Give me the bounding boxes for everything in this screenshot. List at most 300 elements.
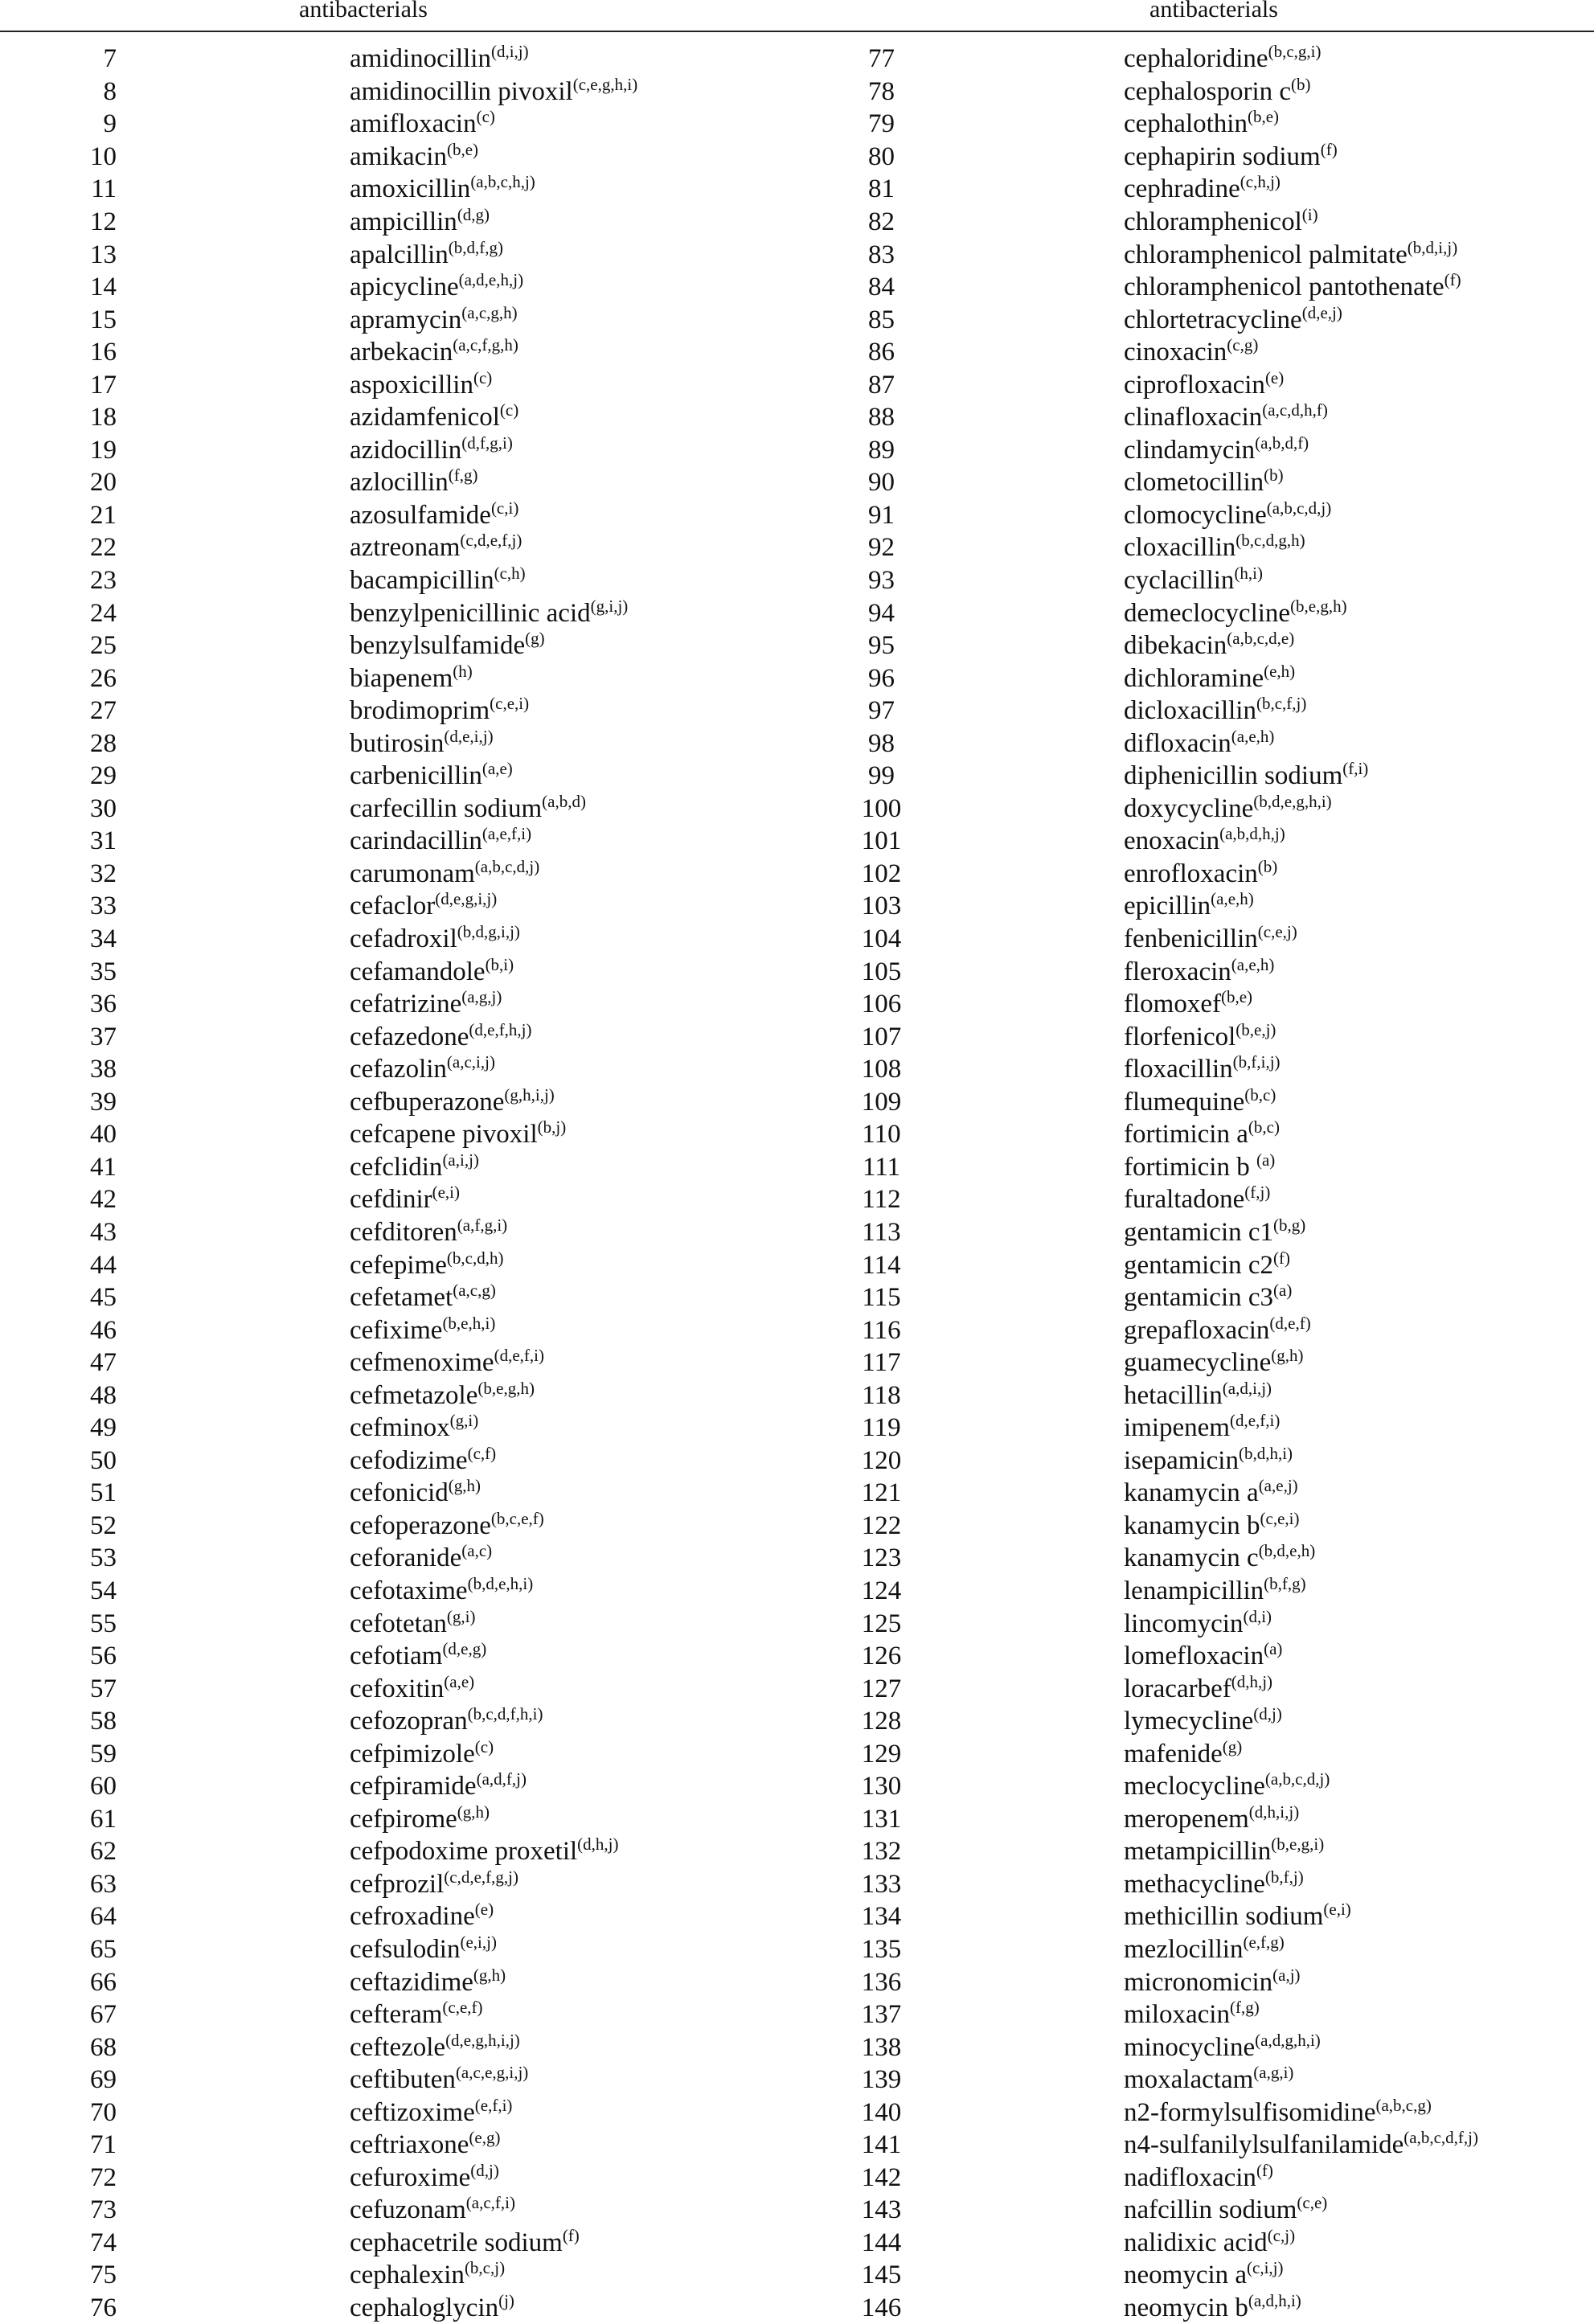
- column-gap: [931, 1542, 1124, 1575]
- column-gap: [117, 2162, 350, 2195]
- column-gap: [117, 43, 350, 76]
- left-entry-number-text: 22: [90, 533, 117, 563]
- column-gap: [117, 1640, 350, 1673]
- right-entry-number: [832, 760, 931, 793]
- footnote-refs: (a,e): [481, 759, 513, 779]
- column-gap: [931, 2162, 1124, 2195]
- right-entry-number-text: 123: [861, 1543, 902, 1573]
- left-entry-name: [350, 1477, 832, 1510]
- right-entry-name-text: lincomycin: [1124, 1609, 1244, 1638]
- left-entry-number: [0, 988, 117, 1021]
- left-entry-number: [0, 1672, 117, 1705]
- right-entry-number: [832, 1086, 931, 1119]
- footnote-refs: (b): [1257, 856, 1278, 876]
- right-entry-name-text: furaltadone: [1124, 1185, 1245, 1215]
- table-row: [0, 596, 1594, 629]
- left-entry-name: [350, 1575, 832, 1608]
- table-row: [0, 2129, 1594, 2162]
- left-entry-number-text: 57: [90, 1674, 117, 1703]
- right-entry-number: [832, 1933, 931, 1966]
- right-entry-name-text: fenbenicillin: [1124, 924, 1258, 954]
- table-row: [0, 1151, 1594, 1184]
- left-entry-number-text: 8: [103, 76, 117, 106]
- right-entry-name-text: mezlocillin: [1124, 1934, 1244, 1964]
- right-entry-name: [1124, 1216, 1594, 1249]
- column-gap: [931, 368, 1124, 401]
- left-entry-number-text: 12: [90, 207, 117, 236]
- right-entry-name: [1124, 1672, 1594, 1705]
- table-row: [0, 1216, 1594, 1249]
- right-entry-number: [832, 1151, 931, 1184]
- right-entry-number: [832, 1379, 931, 1412]
- right-entry-number: [832, 2259, 931, 2292]
- right-entry-number: [832, 499, 931, 532]
- right-entry-name: [1124, 2064, 1594, 2097]
- left-entry-name: [350, 2064, 832, 2097]
- right-entry-name-text: cephalosporin c: [1124, 76, 1292, 106]
- left-entry-name-text: cefadroxil: [350, 924, 457, 954]
- column-gap: [117, 1412, 350, 1445]
- footnote-refs: (a,c): [461, 1541, 493, 1561]
- right-entry-number-text: 116: [862, 1315, 901, 1345]
- right-entry-name-text: miloxacin: [1124, 2000, 1230, 2030]
- left-entry-number: [0, 1151, 117, 1184]
- left-entry-name: [350, 2292, 832, 2324]
- column-gap: [117, 434, 350, 467]
- right-entry-number-text: 77: [868, 44, 895, 74]
- column-gap: [117, 173, 350, 206]
- left-entry-name-text: carumonam: [350, 859, 475, 888]
- right-entry-number: [832, 1575, 931, 1608]
- left-entry-number: [0, 43, 117, 76]
- right-entry-number-text: 144: [861, 2228, 902, 2257]
- right-entry-number-text: 109: [861, 1087, 902, 1117]
- right-entry-name: [1124, 434, 1594, 467]
- left-entry-number-text: 38: [90, 1055, 117, 1084]
- right-entry-name: [1124, 1998, 1594, 2031]
- right-entry-number: [832, 1737, 931, 1770]
- footnote-refs: (a,i,j): [442, 1150, 479, 1170]
- table-row: [0, 1020, 1594, 1053]
- left-entry-number-text: 9: [103, 109, 117, 139]
- right-entry-name: [1124, 401, 1594, 434]
- right-entry-number: [832, 303, 931, 336]
- footnote-refs: (a,d,f,j): [476, 1769, 527, 1789]
- column-gap: [117, 1510, 350, 1543]
- column-gap: [117, 1933, 350, 1966]
- right-entry-number: [832, 1965, 931, 1998]
- left-entry-name-text: ceftizoxime: [350, 2097, 475, 2127]
- left-entry-number: [0, 1086, 117, 1119]
- left-entry-name-text: cefteram: [350, 2000, 443, 2030]
- left-entry-name-text: cefmetazole: [350, 1380, 478, 1410]
- left-entry-name-text: cefazolin: [350, 1055, 447, 1084]
- right-entry-number-text: 102: [861, 859, 902, 888]
- left-entry-name: [350, 1346, 832, 1379]
- column-gap: [931, 1412, 1124, 1445]
- right-entry-name: [1124, 1933, 1594, 1966]
- footnote-refs: (b,e): [1247, 107, 1280, 127]
- left-entry-name-text: benzylpenicillinic acid: [350, 598, 591, 628]
- footnote-refs: (b,e,g,i): [1271, 1834, 1325, 1855]
- left-entry-number: [0, 923, 117, 956]
- left-entry-name-text: cefepime: [350, 1250, 447, 1280]
- table-row: [0, 271, 1594, 304]
- left-entry-number-text: 40: [90, 1120, 117, 1150]
- footnote-refs: (b,d,e,h): [1258, 1541, 1316, 1561]
- left-entry-number: [0, 271, 117, 304]
- column-gap: [931, 629, 1124, 662]
- right-entry-name: [1124, 499, 1594, 532]
- right-entry-number: [832, 2227, 931, 2260]
- table-row: [0, 1086, 1594, 1119]
- right-entry-name-text: clindamycin: [1124, 435, 1256, 465]
- right-entry-name: [1124, 1868, 1594, 1901]
- left-entry-number-text: 55: [90, 1609, 117, 1638]
- left-entry-name-text: cefozopran: [350, 1707, 468, 1736]
- left-entry-number: [0, 2259, 117, 2292]
- column-gap: [117, 2129, 350, 2162]
- right-entry-name-text: enoxacin: [1124, 826, 1220, 856]
- left-entry-name: [350, 1542, 832, 1575]
- right-entry-number-text: 87: [868, 370, 895, 400]
- right-entry-name-text: gentamicin c2: [1124, 1250, 1274, 1280]
- right-entry-name-text: fleroxacin: [1124, 957, 1231, 986]
- footnote-refs: (a,c,f,g,h): [453, 335, 518, 355]
- left-entry-number: [0, 401, 117, 434]
- right-entry-name-text: clometocillin: [1124, 468, 1264, 498]
- right-entry-number: [832, 1445, 931, 1478]
- right-entry-number-text: 81: [868, 174, 895, 204]
- footnote-refs: (f): [562, 2225, 580, 2245]
- right-entry-number-text: 130: [861, 1772, 902, 1801]
- left-entry-name-text: cephacetrile sodium: [350, 2228, 563, 2257]
- footnote-refs: (d,g): [457, 205, 490, 224]
- column-gap: [117, 1118, 350, 1151]
- table-row: [0, 1705, 1594, 1738]
- left-entry-number-text: 46: [90, 1315, 117, 1345]
- column-gap: [931, 76, 1124, 109]
- right-entry-name-text: n4-sulfanilylsulfanilamide: [1124, 2130, 1404, 2160]
- left-entry-number-text: 33: [90, 891, 117, 921]
- right-entry-name: [1124, 1477, 1594, 1510]
- column-gap: [931, 2096, 1124, 2129]
- right-entry-number: [832, 173, 931, 206]
- left-entry-number: [0, 206, 117, 239]
- right-entry-number-text: 121: [861, 1478, 902, 1508]
- right-entry-name-text: isepamicin: [1124, 1445, 1239, 1475]
- left-entry-number: [0, 629, 117, 662]
- left-entry-name: [350, 890, 832, 923]
- left-entry-number: [0, 2292, 117, 2324]
- column-gap: [117, 564, 350, 597]
- left-entry-number-text: 47: [90, 1348, 117, 1378]
- left-entry-number-text: 17: [90, 370, 117, 400]
- table-row: [0, 368, 1594, 401]
- column-gap: [117, 1835, 350, 1868]
- left-entry-name-text: biapenem: [350, 663, 453, 693]
- column-gap: [931, 1445, 1124, 1478]
- left-entry-name-text: cefprozil: [350, 1869, 445, 1899]
- left-entry-number: [0, 1445, 117, 1478]
- right-entry-number-text: 127: [861, 1674, 902, 1703]
- right-entry-number-text: 133: [861, 1869, 902, 1899]
- right-entry-number-text: 138: [861, 2032, 902, 2062]
- right-entry-name: [1124, 923, 1594, 956]
- left-entry-name-text: amidinocillin pivoxil: [350, 76, 573, 106]
- footnote-refs: (d,j): [470, 2160, 499, 2180]
- right-entry-number: [832, 2031, 931, 2064]
- left-entry-number: [0, 1737, 117, 1770]
- left-entry-number: [0, 1607, 117, 1640]
- footnote-refs: (b,e,h,i): [442, 1313, 496, 1333]
- right-entry-name-text: kanamycin c: [1124, 1543, 1259, 1573]
- left-entry-name-text: apicycline: [350, 273, 459, 302]
- header-left-label: antibacterials: [299, 0, 428, 23]
- column-gap: [931, 662, 1124, 695]
- footnote-refs: (a,e,h): [1211, 889, 1254, 909]
- right-entry-name-text: enrofloxacin: [1124, 859, 1258, 888]
- column-gap: [117, 1379, 350, 1412]
- right-entry-name: [1124, 1248, 1594, 1281]
- right-entry-name: [1124, 1965, 1594, 1998]
- table-body: [0, 43, 1594, 2324]
- column-gap: [931, 466, 1124, 499]
- left-entry-number: [0, 303, 117, 336]
- footnote-refs: (a,g,j): [461, 987, 502, 1007]
- right-entry-name-text: cephalothin: [1124, 109, 1248, 139]
- column-gap: [117, 1803, 350, 1836]
- table-row: [0, 401, 1594, 434]
- table-row: [0, 1607, 1594, 1640]
- footnote-refs: (c,i,j): [1247, 2258, 1284, 2278]
- column-gap: [931, 760, 1124, 793]
- column-gap: [931, 2031, 1124, 2064]
- footnote-refs: (c,h,j): [1240, 172, 1281, 192]
- footnote-refs: (b,e,g,h): [477, 1378, 535, 1398]
- footnote-refs: (b,d,i,j): [1407, 237, 1458, 257]
- right-entry-name-text: neomycin a: [1124, 2260, 1248, 2290]
- left-entry-name-text: cefpimizole: [350, 1739, 475, 1769]
- table-row: [0, 727, 1594, 760]
- footnote-refs: (d,e,j): [1301, 302, 1342, 322]
- left-entry-number: [0, 1933, 117, 1966]
- left-entry-number-text: 39: [90, 1087, 117, 1117]
- right-entry-number-text: 112: [862, 1185, 901, 1215]
- table-row: [0, 760, 1594, 793]
- left-entry-name: [350, 596, 832, 629]
- table-row: [0, 434, 1594, 467]
- right-entry-name-text: dichloramine: [1124, 663, 1264, 693]
- right-entry-name-text: epicillin: [1124, 891, 1211, 921]
- left-entry-name: [350, 1281, 832, 1314]
- left-entry-number: [0, 760, 117, 793]
- left-entry-name: [350, 760, 832, 793]
- left-entry-number: [0, 1868, 117, 1901]
- left-entry-name-text: cephalexin: [350, 2260, 465, 2290]
- right-entry-name: [1124, 2259, 1594, 2292]
- left-entry-name-text: cefuzonam: [350, 2195, 466, 2225]
- right-entry-name: [1124, 368, 1594, 401]
- column-gap: [117, 108, 350, 141]
- right-entry-name: [1124, 825, 1594, 858]
- left-entry-name: [350, 564, 832, 597]
- table-row: [0, 1248, 1594, 1281]
- table-row: [0, 662, 1594, 695]
- right-entry-name: [1124, 206, 1594, 239]
- right-entry-number: [832, 1053, 931, 1086]
- table-row: [0, 1118, 1594, 1151]
- right-entry-number: [832, 1607, 931, 1640]
- left-entry-name-text: cefmenoxime: [350, 1348, 494, 1378]
- left-entry-name-text: aspoxicillin: [350, 370, 473, 400]
- left-entry-name: [350, 401, 832, 434]
- left-entry-number: [0, 890, 117, 923]
- footnote-refs: (b,c,f,j): [1256, 694, 1307, 714]
- right-entry-name-text: demeclocycline: [1124, 598, 1291, 628]
- column-gap: [117, 695, 350, 728]
- left-entry-name-text: amidinocillin: [350, 44, 491, 74]
- left-entry-number-text: 42: [90, 1185, 117, 1215]
- left-entry-name: [350, 238, 832, 271]
- right-entry-name-text: lomefloxacin: [1124, 1642, 1264, 1671]
- left-entry-name-text: cefuroxime: [350, 2162, 471, 2192]
- column-gap: [931, 1118, 1124, 1151]
- footnote-refs: (g,i): [449, 1411, 479, 1431]
- right-entry-name-text: dicloxacillin: [1124, 696, 1256, 726]
- footnote-refs: (g): [525, 629, 545, 649]
- column-gap: [931, 1151, 1124, 1184]
- left-entry-number-text: 48: [90, 1380, 117, 1410]
- right-entry-number-text: 94: [868, 598, 895, 628]
- right-entry-number: [832, 890, 931, 923]
- left-entry-name-text: cefsulodin: [350, 1934, 461, 1964]
- left-entry-number: [0, 1998, 117, 2031]
- footnote-refs: (g,h): [448, 1476, 481, 1496]
- table-row: [0, 206, 1594, 239]
- right-entry-number: [832, 271, 931, 304]
- table-row: [0, 988, 1594, 1021]
- right-entry-number: [832, 1705, 931, 1738]
- right-entry-name: [1124, 141, 1594, 174]
- footnote-refs: (g,h): [457, 1801, 490, 1822]
- left-entry-name-text: arbekacin: [350, 338, 453, 367]
- column-gap: [117, 1020, 350, 1053]
- footnote-refs: (b,c): [1244, 1084, 1276, 1105]
- right-entry-number-text: 89: [868, 435, 895, 465]
- left-entry-number-text: 69: [90, 2065, 117, 2095]
- right-entry-name-text: methacycline: [1124, 1869, 1265, 1899]
- column-gap: [117, 988, 350, 1021]
- left-entry-number: [0, 858, 117, 891]
- footnote-refs: (f,g): [1229, 1998, 1260, 2018]
- column-gap: [931, 955, 1124, 988]
- footnote-refs: (f,i): [1342, 759, 1369, 779]
- right-entry-number-text: 100: [861, 793, 902, 823]
- right-entry-name: [1124, 2129, 1594, 2162]
- right-entry-number: [832, 629, 931, 662]
- right-entry-number: [832, 336, 931, 369]
- right-entry-name: [1124, 1510, 1594, 1543]
- left-entry-number-text: 56: [90, 1642, 117, 1671]
- column-gap: [117, 401, 350, 434]
- footnote-refs: (d,e,f): [1269, 1313, 1311, 1333]
- right-entry-name-text: nalidixic acid: [1124, 2228, 1268, 2257]
- left-entry-number-text: 71: [90, 2130, 117, 2160]
- right-entry-name-text: flumequine: [1124, 1087, 1245, 1117]
- left-entry-number-text: 14: [90, 273, 117, 302]
- table-row: [0, 141, 1594, 174]
- footnote-refs: (b,e,j): [1235, 1019, 1276, 1039]
- right-entry-number-text: 83: [868, 240, 895, 269]
- right-entry-name: [1124, 629, 1594, 662]
- right-entry-name: [1124, 108, 1594, 141]
- table-row: [0, 629, 1594, 662]
- column-gap: [117, 466, 350, 499]
- left-entry-number: [0, 108, 117, 141]
- left-entry-name: [350, 1151, 832, 1184]
- column-gap: [931, 1575, 1124, 1608]
- right-entry-number-text: 125: [861, 1609, 902, 1638]
- column-gap: [931, 1868, 1124, 1901]
- right-entry-number-text: 96: [868, 663, 895, 693]
- right-entry-name: [1124, 1314, 1594, 1346]
- right-entry-number-text: 122: [861, 1510, 902, 1540]
- footnote-refs: (d,h,i,j): [1248, 1801, 1300, 1822]
- column-gap: [117, 1737, 350, 1770]
- left-entry-number-text: 30: [90, 793, 117, 823]
- footnote-refs: (a,e): [444, 1671, 475, 1691]
- column-gap: [931, 890, 1124, 923]
- right-entry-number-text: 104: [861, 924, 902, 954]
- column-gap: [931, 108, 1124, 141]
- column-gap: [117, 1053, 350, 1086]
- right-entry-number: [832, 988, 931, 1021]
- table-row: [0, 2227, 1594, 2260]
- left-entry-number: [0, 1575, 117, 1608]
- right-entry-name: [1124, 1542, 1594, 1575]
- column-gap: [931, 1248, 1124, 1281]
- right-entry-name: [1124, 2162, 1594, 2195]
- footnote-refs: (c,e,i): [1260, 1508, 1300, 1528]
- right-entry-number: [832, 1020, 931, 1053]
- left-entry-number-text: 45: [90, 1283, 117, 1313]
- left-entry-name: [350, 1379, 832, 1412]
- left-entry-name-text: cefamandole: [350, 957, 486, 986]
- footnote-refs: (a,b,c,d,j): [1266, 498, 1332, 518]
- left-entry-number: [0, 2096, 117, 2129]
- right-entry-number-text: 78: [868, 76, 895, 106]
- left-entry-number-text: 68: [90, 2032, 117, 2062]
- footnote-refs: (c): [473, 367, 493, 387]
- right-entry-number-text: 143: [861, 2195, 902, 2225]
- right-entry-number-text: 90: [868, 468, 895, 498]
- right-entry-number-text: 86: [868, 338, 895, 367]
- right-entry-name-text: nafcillin sodium: [1124, 2195, 1297, 2225]
- left-entry-number: [0, 1183, 117, 1216]
- right-entry-number-text: 145: [861, 2260, 902, 2290]
- left-entry-name: [350, 1640, 832, 1673]
- left-entry-name-text: cefixime: [350, 1315, 443, 1345]
- right-entry-number-text: 111: [862, 1152, 901, 1182]
- left-entry-number: [0, 1412, 117, 1445]
- left-entry-number-text: 18: [90, 403, 117, 432]
- left-entry-name-text: amoxicillin: [350, 174, 471, 204]
- footnote-refs: (e,f,i): [474, 2095, 513, 2115]
- right-entry-number: [832, 858, 931, 891]
- right-entry-number: [832, 108, 931, 141]
- table-row: [0, 1640, 1594, 1673]
